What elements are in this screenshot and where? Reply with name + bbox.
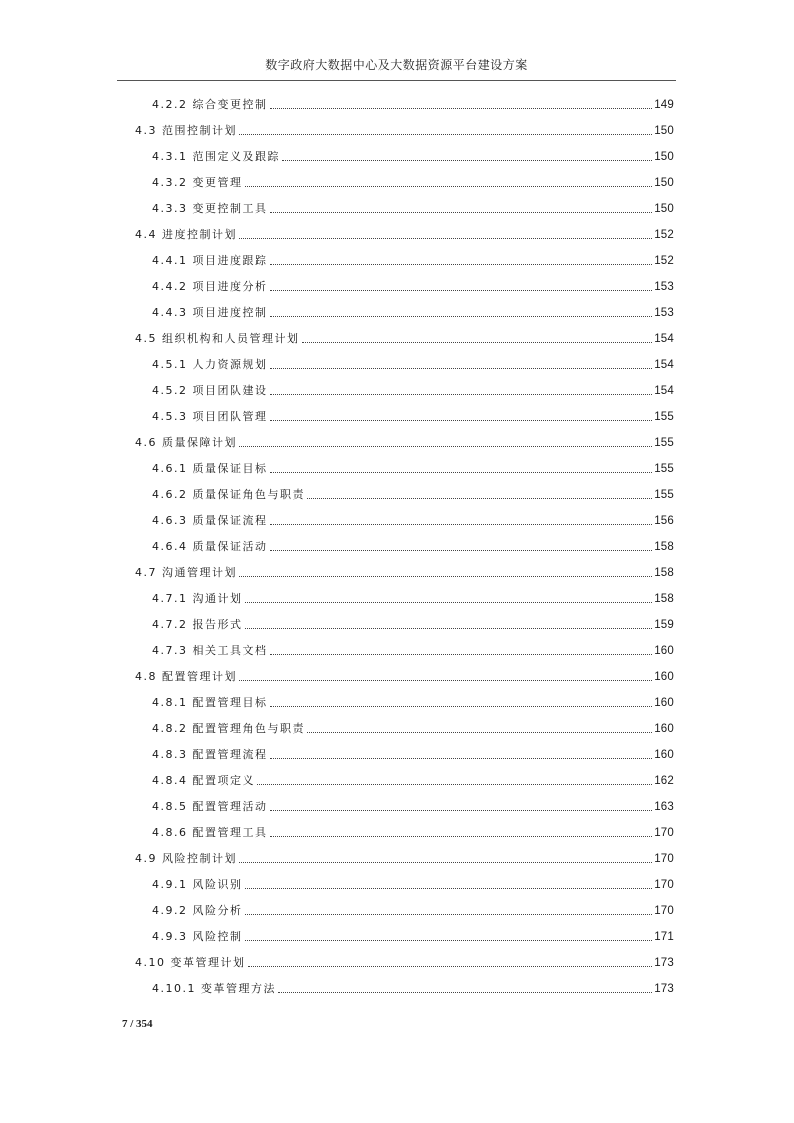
toc-entry-page-number: 170	[654, 853, 674, 865]
toc-entry-page-number: 150	[654, 177, 674, 189]
toc-dot-leader	[270, 393, 653, 395]
toc-entry[interactable]	[152, 248, 674, 268]
toc-dot-leader	[270, 809, 653, 811]
toc-entry[interactable]	[152, 274, 674, 294]
toc-dot-leader	[239, 861, 652, 863]
toc-entry[interactable]	[152, 482, 674, 502]
toc-entry-label: 4.8.1 配置管理目标	[152, 696, 268, 709]
toc-entry-label: 4.7 沟通管理计划	[135, 566, 237, 579]
toc-entry-page-number: 149	[654, 99, 674, 111]
toc-entry-label: 4.7.1 沟通计划	[152, 592, 243, 605]
toc-entry-label: 4.5.3 项目团队管理	[152, 410, 268, 423]
toc-entry[interactable]	[135, 118, 674, 138]
page-number: 7 / 354	[122, 1018, 153, 1030]
toc-entry-page-number: 155	[654, 489, 674, 501]
toc-dot-leader	[245, 185, 653, 187]
toc-entry-page-number: 154	[654, 333, 674, 345]
toc-entry-page-number: 150	[654, 125, 674, 137]
toc-dot-leader	[278, 991, 652, 993]
toc-entry-page-number: 158	[654, 541, 674, 553]
toc-entry[interactable]	[152, 378, 674, 398]
toc-entry[interactable]	[152, 144, 674, 164]
toc-entry-page-number: 170	[654, 827, 674, 839]
toc-entry-label: 4.3 范围控制计划	[135, 124, 237, 137]
toc-entry-label: 4.7.3 相关工具文档	[152, 644, 268, 657]
toc-entry-label: 4.9.1 风险识别	[152, 878, 243, 891]
toc-entry-page-number: 158	[654, 593, 674, 605]
toc-entry-label: 4.8.4 配置项定义	[152, 774, 255, 787]
toc-entry-label: 4.9.2 风险分析	[152, 904, 243, 917]
toc-entry-page-number: 173	[654, 957, 674, 969]
toc-dot-leader	[239, 679, 652, 681]
toc-entry-label: 4.8.3 配置管理流程	[152, 748, 268, 761]
toc-entry-page-number: 160	[654, 645, 674, 657]
toc-entry-label: 4.8 配置管理计划	[135, 670, 237, 683]
toc-dot-leader	[245, 913, 653, 915]
toc-entry[interactable]	[152, 690, 674, 710]
toc-entry-label: 4.6.1 质量保证目标	[152, 462, 268, 475]
toc-entry[interactable]	[152, 638, 674, 658]
toc-dot-leader	[239, 445, 652, 447]
toc-entry-label: 4.10 变革管理计划	[135, 956, 246, 969]
toc-dot-leader	[282, 159, 652, 161]
toc-entry-label: 4.8.5 配置管理活动	[152, 800, 268, 813]
toc-entry-label: 4.10.1 变革管理方法	[152, 982, 276, 995]
toc-entry-page-number: 155	[654, 463, 674, 475]
toc-entry-page-number: 163	[654, 801, 674, 813]
toc-entry-page-number: 170	[654, 879, 674, 891]
toc-entry[interactable]	[152, 170, 674, 190]
toc-entry-page-number: 150	[654, 203, 674, 215]
toc-dot-leader	[270, 263, 653, 265]
toc-entry[interactable]	[135, 664, 674, 684]
toc-dot-leader	[270, 523, 653, 525]
toc-entry-label: 4.5.2 项目团队建设	[152, 384, 268, 397]
toc-dot-leader	[248, 965, 653, 967]
toc-entry-label: 4.4.3 项目进度控制	[152, 306, 268, 319]
toc-entry[interactable]	[135, 560, 674, 580]
toc-entry-label: 4.5 组织机构和人员管理计划	[135, 332, 300, 345]
page-header-title: 数字政府大数据中心及大数据资源平台建设方案	[265, 58, 528, 72]
toc-entry-label: 4.6.3 质量保证流程	[152, 514, 268, 527]
toc-entry[interactable]	[152, 976, 674, 996]
toc-entry-label: 4.3.2 变更管理	[152, 176, 243, 189]
toc-entry-label: 4.7.2 报告形式	[152, 618, 243, 631]
toc-dot-leader	[257, 783, 652, 785]
toc-entry[interactable]	[152, 300, 674, 320]
toc-entry[interactable]	[135, 430, 674, 450]
toc-dot-leader	[270, 653, 653, 655]
toc-dot-leader	[245, 939, 653, 941]
toc-entry-label: 4.6.2 质量保证角色与职责	[152, 488, 305, 501]
toc-entry[interactable]	[152, 404, 674, 424]
toc-dot-leader	[270, 107, 653, 109]
toc-entry[interactable]	[152, 898, 674, 918]
toc-dot-leader	[270, 549, 653, 551]
toc-dot-leader	[270, 471, 653, 473]
toc-dot-leader	[239, 237, 652, 239]
toc-entry-label: 4.2.2 综合变更控制	[152, 98, 268, 111]
toc-entry-label: 4.5.1 人力资源规划	[152, 358, 268, 371]
toc-entry-label: 4.6.4 质量保证活动	[152, 540, 268, 553]
toc-entry-page-number: 160	[654, 671, 674, 683]
toc-entry-label: 4.3.1 范围定义及跟踪	[152, 150, 280, 163]
toc-dot-leader	[270, 757, 653, 759]
toc-entry[interactable]	[152, 508, 674, 528]
toc-entry[interactable]	[152, 586, 674, 606]
toc-dot-leader	[270, 835, 653, 837]
toc-entry-page-number: 154	[654, 385, 674, 397]
toc-entry-label: 4.8.2 配置管理角色与职责	[152, 722, 305, 735]
toc-entry-page-number: 154	[654, 359, 674, 371]
toc-entry-page-number: 159	[654, 619, 674, 631]
toc-dot-leader	[239, 575, 652, 577]
toc-dot-leader	[270, 705, 653, 707]
toc-entry[interactable]	[152, 352, 674, 372]
toc-dot-leader	[270, 367, 653, 369]
toc-entry[interactable]	[152, 92, 674, 112]
toc-entry[interactable]	[135, 222, 674, 242]
toc-entry-page-number: 153	[654, 307, 674, 319]
toc-entry-label: 4.9.3 风险控制	[152, 930, 243, 943]
toc-entry-page-number: 158	[654, 567, 674, 579]
toc-entry-page-number: 173	[654, 983, 674, 995]
toc-entry-label: 4.9 风险控制计划	[135, 852, 237, 865]
toc-entry-page-number: 170	[654, 905, 674, 917]
toc-dot-leader	[302, 341, 653, 343]
toc-entry-page-number: 155	[654, 437, 674, 449]
toc-entry-page-number: 160	[654, 723, 674, 735]
toc-entry[interactable]	[152, 768, 674, 788]
toc-entry-page-number: 160	[654, 749, 674, 761]
toc-dot-leader	[245, 887, 653, 889]
toc-entry-label: 4.4 进度控制计划	[135, 228, 237, 241]
header-divider	[117, 80, 676, 81]
toc-entry[interactable]	[152, 794, 674, 814]
toc-entry-label: 4.3.3 变更控制工具	[152, 202, 268, 215]
toc-entry-page-number: 155	[654, 411, 674, 423]
toc-entry[interactable]	[152, 924, 674, 944]
toc-dot-leader	[270, 289, 653, 291]
toc-entry[interactable]	[152, 820, 674, 840]
toc-dot-leader	[270, 211, 653, 213]
toc-entry-page-number: 152	[654, 255, 674, 267]
toc-entry-page-number: 153	[654, 281, 674, 293]
toc-entry-label: 4.8.6 配置管理工具	[152, 826, 268, 839]
toc-dot-leader	[245, 627, 653, 629]
toc-entry-label: 4.4.2 项目进度分析	[152, 280, 268, 293]
toc-entry[interactable]	[135, 326, 674, 346]
toc-entry-page-number: 162	[654, 775, 674, 787]
toc-dot-leader	[307, 731, 652, 733]
toc-entry[interactable]	[152, 612, 674, 632]
toc-entry-page-number: 156	[654, 515, 674, 527]
toc-entry-label: 4.4.1 项目进度跟踪	[152, 254, 268, 267]
toc-entry[interactable]	[152, 742, 674, 762]
toc-dot-leader	[245, 601, 653, 603]
toc-entry-label: 4.6 质量保障计划	[135, 436, 237, 449]
toc-entry-page-number: 152	[654, 229, 674, 241]
toc-entry[interactable]	[135, 846, 674, 866]
toc-dot-leader	[307, 497, 652, 499]
toc-entry[interactable]	[152, 716, 674, 736]
toc-entry-page-number: 171	[654, 931, 674, 943]
toc-entry[interactable]	[152, 872, 674, 892]
toc-dot-leader	[270, 419, 653, 421]
toc-entry[interactable]	[152, 196, 674, 216]
toc-entry-page-number: 160	[654, 697, 674, 709]
toc-entry[interactable]	[152, 456, 674, 476]
toc-entry[interactable]	[152, 534, 674, 554]
toc-entry-page-number: 150	[654, 151, 674, 163]
toc-dot-leader	[270, 315, 653, 317]
toc-dot-leader	[239, 133, 652, 135]
toc-entry[interactable]	[135, 950, 674, 970]
